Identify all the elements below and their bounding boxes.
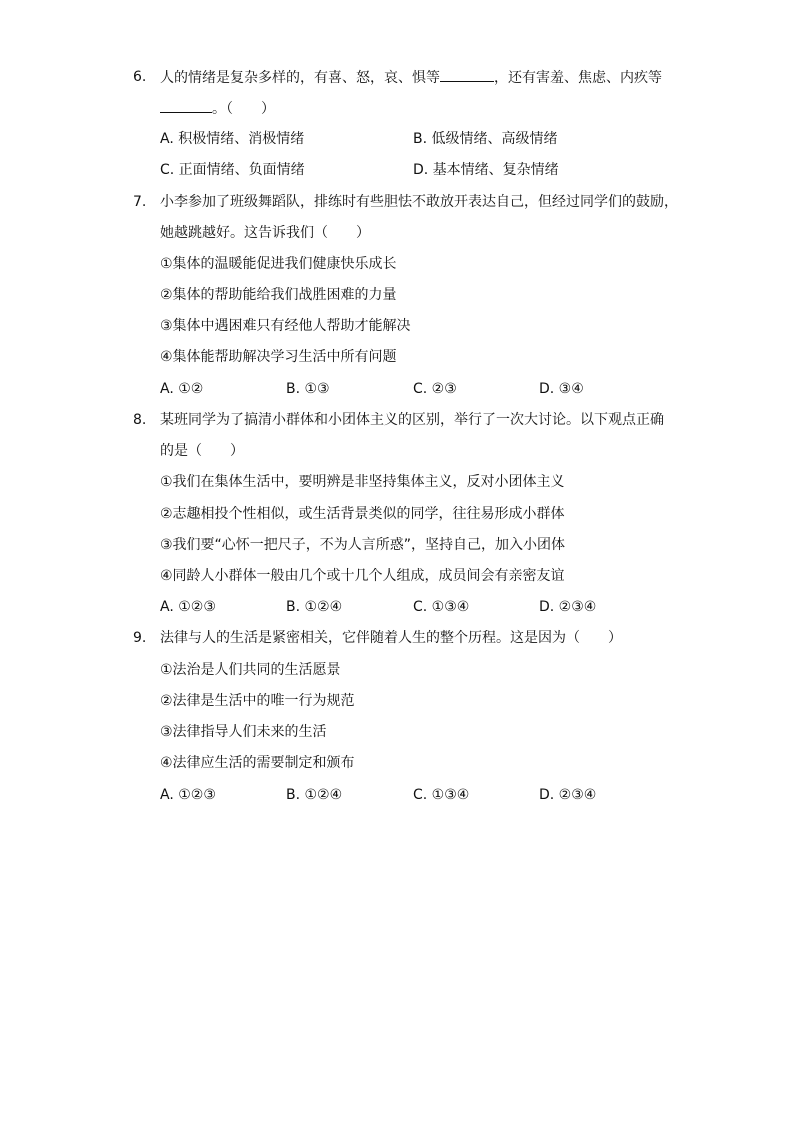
option-b: B. 低级情绪、高级情绪 <box>413 131 558 147</box>
option-d: D. ②③④ <box>539 599 597 615</box>
stem-text: 。（ ） <box>212 101 275 117</box>
question-stem-line <box>160 68 662 87</box>
option-b: B. ①②④ <box>286 787 343 803</box>
question-stem-line <box>160 99 275 118</box>
question-stem-line: 的是（ ） <box>160 443 244 459</box>
statement: ③我们要“心怀一把尺子，不为人言所惑”，坚持自己，加入小团体 <box>160 537 566 553</box>
question-stem-line: 小李参加了班级舞蹈队，排练时有些胆怯不敢放开表达自己，但经过同学们的鼓励， <box>160 194 678 210</box>
option-c: C. 正面情绪、负面情绪 <box>160 162 305 178</box>
option-d: D. ③④ <box>539 381 584 397</box>
statement: ②志趣相投个性相似，或生活背景类似的同学，往往易形成小群体 <box>160 506 565 522</box>
stem-text: 人的情绪是复杂多样的，有喜、怒，哀、惧等 <box>160 70 440 86</box>
question-stem-line: 法律与人的生活是紧密相关，它伴随着人生的整个历程。这是因为（ ） <box>160 630 622 646</box>
statement: ②集体的帮助能给我们战胜困难的力量 <box>160 287 397 303</box>
option-d: D. ②③④ <box>539 787 597 803</box>
statement: ④法律应生活的需要制定和颁布 <box>160 755 355 771</box>
option-a: A. ①②③ <box>160 787 216 803</box>
question-number: 6. <box>133 69 147 85</box>
statement: ③法律指导人们未来的生活 <box>160 724 327 740</box>
statement: ④同龄人小群体一般由几个或十几个人组成，成员间会有亲密友谊 <box>160 568 565 584</box>
option-c: C. ①③④ <box>413 599 470 615</box>
option-c: C. ②③ <box>413 381 457 397</box>
statement: ①法治是人们共同的生活愿景 <box>160 662 341 678</box>
option-b: B. ①②④ <box>286 599 343 615</box>
question-number: 7. <box>133 194 147 210</box>
option-a: A. ①② <box>160 381 204 397</box>
option-a: A. ①②③ <box>160 599 216 615</box>
statement: ②法律是生活中的唯一行为规范 <box>160 693 355 709</box>
statement: ④集体能帮助解决学习生活中所有问题 <box>160 349 397 365</box>
question-number: 8. <box>133 412 147 428</box>
stem-text: ，还有害羞、焦虑、内疚等 <box>494 70 662 86</box>
option-d: D. 基本情绪、复杂情绪 <box>413 162 559 178</box>
question-number: 9. <box>133 630 147 646</box>
statement: ①我们在集体生活中，要明辨是非坚持集体主义，反对小团体主义 <box>160 474 565 490</box>
question-stem-line: 她越跳越好。这告诉我们（ ） <box>160 225 370 241</box>
answer-blank <box>440 68 494 82</box>
statement: ③集体中遇困难只有经他人帮助才能解决 <box>160 318 411 334</box>
statement: ①集体的温暖能促进我们健康快乐成长 <box>160 256 397 272</box>
question-stem-line: 某班同学为了搞清小群体和小团体主义的区别，举行了一次大讨论。以下观点正确 <box>160 412 664 428</box>
option-b: B. ①③ <box>286 381 330 397</box>
answer-blank <box>160 99 212 113</box>
option-a: A. 积极情绪、消极情绪 <box>160 131 305 147</box>
option-c: C. ①③④ <box>413 787 470 803</box>
